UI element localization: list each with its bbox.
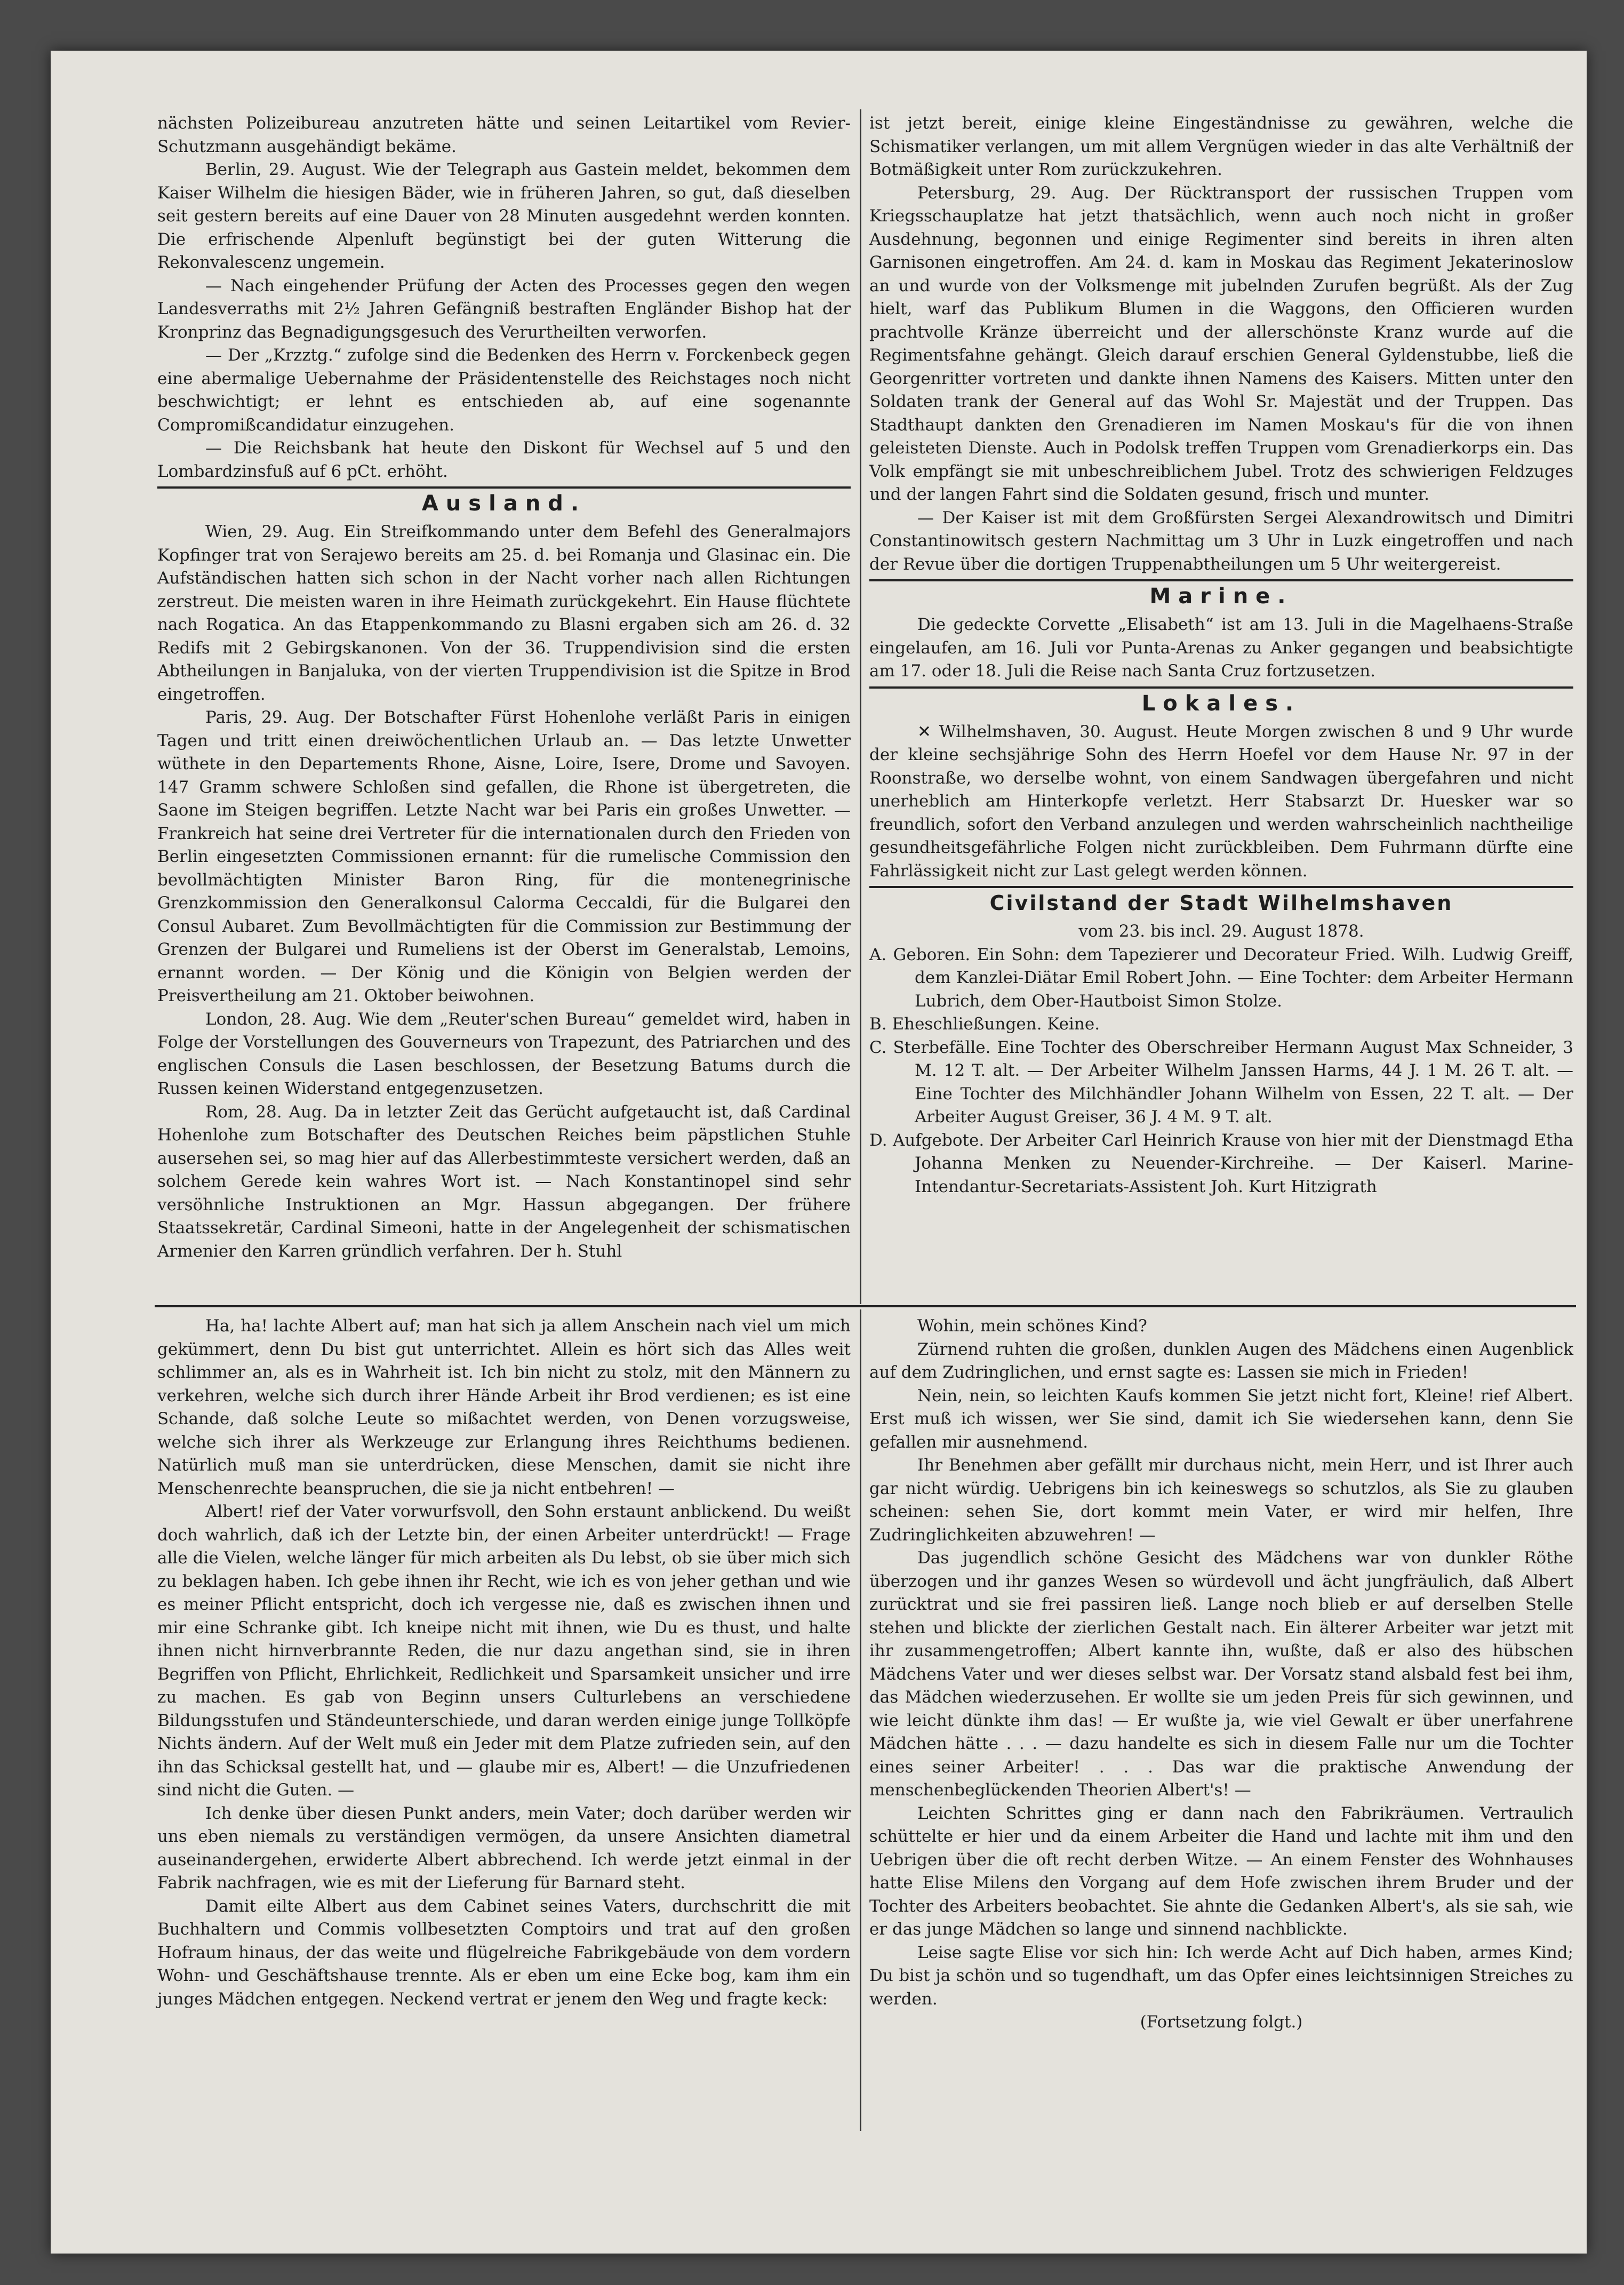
feuilleton-separator: [155, 1305, 1576, 1307]
news-kaiser-luzk: — Der Kaiser ist mit dem Großfürsten Sergei Alexandrowitsch und Dimitri Constantinowitsch gestern Nachmittag um 3 Uhr in Luzk eingetroffen und nach der Revue über die dortigen Truppenabtheilungen um 5 Uhr weitergereist.: [869, 508, 1573, 574]
news-london: London, 28. Aug. Wie dem „Reuter'schen Bureau“ gemeldet wird, haben in Folge der Vorstellungen des Gouverneurs von Trapezunt, des Patriarchen und des englischen Consuls die Lasen beschlossen, der Besetzung Batums durch die Russen keinen Widerstand entgegenzusetzen.: [157, 1009, 851, 1098]
news-paragraph: nächsten Polizeibureau anzutreten hätte und seinen Leitartikel vom Revier-Schutzmann ausgehändigt bekäme.: [157, 114, 851, 156]
story-paragraph: Albert! rief der Vater vorwurfsvoll, den Sohn erstaunt anblickend. Du weißt doch wahrlich, daß ich der Letzte bin, der einen Arbeiter unterdrückt! — Frage alle die Vielen, welche länger für mich arbeiten als Du lebst, ob sie über mich sich zu beklagen haben. Ich gebe ihnen ihr Recht, wie ich es von jeher gethan und wie es meiner Pflicht entspricht, doch ich vergesse nie, daß es zwischen ihnen und mir eine Schranke gibt. Ich kneipe nicht mit ihnen, wie Du es thust, und halte ihnen nicht hirnverbrannte Reden, die nur dazu angethan sind, sie in ihren Begriffen von Pflicht, Ehrlichkeit, Redlichkeit und Sparsamkeit unsicher und irre zu machen. Es gab von Beginn unsers Culturlebens an verschiedene Bildungsstufen und Ständeunterschiede, und daran werden einige junge Tollköpfe Nichts ändern. Auf der Welt muß ein Jeder mit dem Platze zufrieden sein, auf den ihn das Schicksal gestellt hat, und — glaube mir es, Albert! — die Unzufriedenen sind nicht die Guten. —: [157, 1502, 851, 1800]
civilstand-banns: D. Aufgebote. Der Arbeiter Carl Heinrich Krause von hier mit der Dienstmagd Etha Johanna Menken zu Neuender-Kirchreihe. — Der Kaiserl. Marine-Intendantur-Secretariats-Assistent Joh. Kurt Hitzigrath: [869, 1130, 1573, 1196]
newspaper-page: [51, 51, 1587, 2254]
news-petersburg: Petersburg, 29. Aug. Der Rücktransport der russischen Truppen vom Kriegsschauplatze hat jetzt thatsächlich, wenn auch noch nicht in großer Ausdehnung, begonnen und einige Regimenter sind bereits in ihren alten Garnisonen eingetroffen. Am 24. d. kam in Moskau das Regiment Jekaterinoslow an und wurde von der Volksmenge mit jubelnden Zurufen begrüßt. Als der Zug hielt, warf das Publikum Blumen in die Waggons, den Officieren wurden prachtvolle Kränze überreicht und der allerschönste Kranz wurde auf die Regimentsfahne gehängt. Gleich darauf erschien General Gyldenstubbe, ließ die Georgenritter vortreten und dankte ihnen Namens des Kaisers. Mitten unter den Soldaten trank der General auf das Wohl Sr. Majestät und der Truppen. Das Stadthaupt dankten den Grenadieren im Namen Moskau's für die von ihnen geleisteten Dienste. Auch in Podolsk treffen Truppen vom Grenadierkorps ein. Das Volk empfängt sie mit unbeschreiblichem Jubel. Trotz des schwierigen Feldzuges und der langen Fahrt sind die Soldaten gesund, frisch und munter.: [869, 183, 1573, 504]
news-berlin-bath: Berlin, 29. August. Wie der Telegraph aus Gastein meldet, bekommen dem Kaiser Wilhelm die hiesigen Bäder, wie in früheren Jahren, so gut, daß dieselben seit gestern bereits auf eine Dauer von 28 Minuten ausgedehnt werden konnten. Die erfrischende Alpenluft begünstigt bei der guten Witterung die Rekonvalescenz ungemein.: [157, 160, 851, 272]
news-wilhelmshaven: ✕ Wilhelmshaven, 30. August. Heute Morgen zwischen 8 und 9 Uhr wurde der kleine sechsjährige Sohn des Herrn Hoefel vor dem Hause Nr. 97 in der Roonstraße, wo derselbe wohnt, von einem Sandwagen übergefahren und nicht unerheblich am Hinterkopfe verletzt. Herr Stabsarzt Dr. Huesker war so freundlich, sofort den Verband anzulegen und werden wahrscheinlich nachtheilige gesundheitsgefährliche Folgen nicht zurückbleiben. Dem Fuhrmann dürfte eine Fahrlässigkeit nicht zur Last gelegt werden können.: [869, 722, 1573, 881]
section-heading-ausland: Ausland.: [157, 486, 851, 518]
section-heading-marine: Marine.: [869, 579, 1573, 611]
column-divider-top: [860, 109, 861, 1304]
civilstand-dates: vom 23. bis incl. 29. August 1878.: [1078, 922, 1364, 941]
story-paragraph: Damit eilte Albert aus dem Cabinet seines Vaters, durchschritt die mit Buchhaltern und Commis vollbesetzten Comptoirs und trat auf den großen Hofraum hinaus, der das weite und flügelreiche Fabrikgebäude von dem vordern Wohn- und Geschäftshause trennte. Als er eben um eine Ecke bog, kam ihm ein junges Mädchen entgegen. Neckend vertrat er jenem den Weg und fragte keck:: [157, 1896, 851, 2009]
story-paragraph: Leichten Schrittes ging er dann nach den Fabrikräumen. Vertraulich schüttelte er hier und da einem Arbeiter die Hand und lachte mit ihm und den Uebrigen über die oft recht derben Witze. — An einem Fenster des Wohnhauses hatte Elise Milens den Vorgang auf dem Hofe zwischen ihrem Bruder und der Tochter des Arbeiters beobachtet. Sie ahnte die Gedanken Albert's, als sie sah, wie er das junge Mädchen so lange und sinnend nachblickte.: [869, 1803, 1573, 1939]
story-paragraph: Zürnend ruhten die großen, dunklen Augen des Mädchens einen Augenblick auf dem Zudringlichen, und ernst sagte es: Lassen sie mich in Frieden!: [869, 1339, 1573, 1382]
feuilleton-column-right: [869, 1315, 1573, 2034]
news-paris: Paris, 29. Aug. Der Botschafter Fürst Hohenlohe verläßt Paris in einigen Tagen und tritt einen dreiwöchentlichen Urlaub an. — Das letzte Unwetter wüthete in den Departements Rhone, Aisne, Loire, Isere, Drome und Savoyen. 147 Gramm schwere Schloßen sind gefallen, die Rhone ist übergetreten, die Saone im Steigen begriffen. Letzte Nacht war bei Paris ein großes Unwetter. — Frankreich hat seine drei Vertreter für die internationalen durch den Frieden von Berlin eingesetzten Commissionen ernannt: für die rumelische Commission den bevollmächtigten Minister Baron Ring, für die montenegrinische Grenzkommission den Generalkonsul Calorma Ceccaldi, für die Bulgarei den Consul Aubaret. Zum Bevollmächtigten für die Commission zur Bestimmung der Grenzen der Bulgarei und Rumeliens ist der Oberst im Generalstab, Lemoins, ernannt worden. — Der König und die Königin von Belgien werden der Preisvertheilung am 21. Oktober beiwohnen.: [157, 708, 851, 1005]
news-column-left: [157, 112, 851, 1263]
news-column-right: [869, 112, 1573, 1199]
column-divider-bottom: [860, 1309, 861, 2131]
news-reichsbank: — Die Reichsbank hat heute den Diskont für Wechsel auf 5 und den Lombardzinsfuß auf 6 pCt. erhöht.: [157, 438, 851, 481]
section-heading-civilstand: Civilstand der Stadt Wilhelmshaven: [869, 886, 1573, 918]
story-paragraph: Ich denke über diesen Punkt anders, mein Vater; doch darüber werden wir uns eben niemals zu verständigen vermögen, da unsere Ansichten diametral auseinandergehen, erwiderte Albert abbrechend. Ich werde jetzt einmal in der Fabrik nachfragen, wie es mit der Lieferung für Barnard steht.: [157, 1803, 851, 1892]
continuation-note: (Fortsetzung folgt.): [1140, 2012, 1303, 2032]
story-paragraph: Das jugendlich schöne Gesicht des Mädchens war von dunkler Röthe überzogen und ihr ganzes Wesen so würdevoll und ächt jungfräulich, daß Albert zurücktrat und sie frei passiren ließ. Lange noch blieb er auf derselben Stelle stehen und blickte der zierlichen Gestalt nach. Ein älterer Arbeiter war jetzt mit ihr zusammengetroffen; Albert kannte ihn, wußte, daß er also des hübschen Mädchens Vater und wer dieses selbst war. Der Vorsatz stand alsbald fest bei ihm, das Mädchen wiederzusehen. Er wollte sie um jeden Preis für sich gewinnen, und wie leicht dünkte ihm das! — Er wußte ja, wie viel Gewalt er über unerfahrene Mädchen hätte . . . — dazu handelte es sich in diesem Falle nur um die Tochter eines seiner Arbeiter! . . . Das war die praktische Anwendung der menschenbeglückenden Theorien Albert's! —: [869, 1548, 1573, 1800]
section-heading-lokales: Lokales.: [869, 686, 1573, 718]
news-wien: Wien, 29. Aug. Ein Streifkommando unter dem Befehl des Generalmajors Kopfinger trat von Serajewo bereits am 25. d. bei Romanja und Glasinac ein. Die Aufständischen hatten sich schon in der Nacht vorher nach allen Richtungen zerstreut. Die meisten waren in ihre Heimath zurückgekehrt. Ein Hause flüchtete nach Rogatica. An das Etappenkommando zu Blasni ergaben sich am 26. d. 32 Redifs mit 2 Gebirgskanonen. Von der 36. Truppendivision sind die ersten Abtheilungen in Banjaluka, von der vierten Truppendivision ist die Spitze in Brod eingetroffen.: [157, 522, 851, 704]
story-paragraph: Nein, nein, so leichten Kaufs kommen Sie jetzt nicht fort, Kleine! rief Albert. Erst muß ich wissen, wer Sie sind, damit ich Sie wiedersehen kann, denn Sie gefallen mir ausnehmend.: [869, 1386, 1573, 1452]
news-berlin-bishop: — Nach eingehender Prüfung der Acten des Processes gegen den wegen Landesverraths mit 2½ Jahren Gefängniß bestraften Engländer Bishop hat der Kronprinz das Begnadigungsgesuch des Verurtheilten verworfen.: [157, 276, 851, 342]
feuilleton-column-left: [157, 1315, 851, 2011]
story-paragraph: Leise sagte Elise vor sich hin: Ich werde Acht auf Dich haben, armes Kind; Du bist ja schön und so tugendhaft, um das Opfer eines leichtsinnigen Streiches zu werden.: [869, 1943, 1573, 2009]
news-paragraph: ist jetzt bereit, einige kleine Eingeständnisse zu gewähren, welche die Schismatiker verlangen, um mit allem Vergnügen wieder in das alte Verhältniß der Botmäßigkeit unter Rom zurückzukehren.: [869, 114, 1573, 179]
story-paragraph: Wohin, mein schönes Kind?: [917, 1316, 1147, 1336]
story-paragraph: Ha, ha! lachte Albert auf; man hat sich ja allem Anschein nach viel um mich gekümmert, denn Du bist gut unterrichtet. Allein es hört sich das Alles weit schlimmer an, als es in Wahrheit ist. Ich bin nicht zu stolz, mit den Männern zu verkehren, welche sich durch ihrer Hände Arbeit ihr Brod verdienen; es ist eine Schande, daß solche Leute so mißachtet werden, von Denen vorzugsweise, welche sich ihrer als Werkzeuge zur Erlangung ihres Reichthums bedienen. Natürlich muß man sie unterdrücken, diese Menschen, damit sie nicht ihre Menschenrechte beanspruchen, die sie ja nicht entbehren! —: [157, 1316, 851, 1498]
civilstand-marriages: B. Eheschließungen. Keine.: [869, 1014, 1100, 1034]
civilstand-births: A. Geboren. Ein Sohn: dem Tapezierer und Decorateur Fried. Wilh. Ludwig Greiff, dem Kanzlei-Diätar Emil Robert John. — Eine Tochter: dem Arbeiter Hermann Lubrich, dem Ober-Hautboist Simon Stolze.: [869, 945, 1573, 1011]
civilstand-deaths: C. Sterbefälle. Eine Tochter des Oberschreiber Hermann August Max Schneider, 3 M. 12 T. alt. — Der Arbeiter Wilhelm Janssen Harms, 44 J. 1 M. 26 T. alt. — Eine Tochter des Milchhändler Johann Wilhelm von Essen, 22 T. alt. — Der Arbeiter August Greiser, 36 J. 4 M. 9 T. alt.: [869, 1037, 1573, 1126]
news-berlin-forckenbeck: — Der „Krzztg.“ zufolge sind die Bedenken des Herrn v. Forckenbeck gegen eine abermalige Uebernahme der Präsidentenstelle des Reichstages noch nicht beschwichtigt; er lehnt es entschieden ab, auf eine sogenannte Compromißcandidatur einzugehen.: [157, 346, 851, 435]
news-marine-corvette: Die gedeckte Corvette „Elisabeth“ ist am 13. Juli in die Magelhaens-Straße eingelaufen, am 16. Juli vor Punta-Arenas zu Anker gegangen und beabsichtigte am 17. oder 18. Juli die Reise nach Santa Cruz fortzusetzen.: [869, 615, 1573, 681]
news-rom: Rom, 28. Aug. Da in letzter Zeit das Gerücht aufgetaucht ist, daß Cardinal Hohenlohe zum Botschafter des Deutschen Reiches beim päpstlichen Stuhle ausersehen sei, so mag hier auf das Allerbestimmteste versichert werden, daß an solchem Gerede kein wahres Wort ist. — Nach Konstantinopel sind sehr versöhnliche Instruktionen an Mgr. Hassun abgegangen. Der frühere Staatssekretär, Cardinal Simeoni, hatte in der Angelegenheit der schismatischen Armenier den Karren gründlich verfahren. Der h. Stuhl: [157, 1102, 851, 1261]
story-paragraph: Ihr Benehmen aber gefällt mir durchaus nicht, mein Herr, und ist Ihrer auch gar nicht würdig. Uebrigens bin ich keineswegs so schutzlos, als Sie zu glauben scheinen: sehen Sie, dort kommt mein Vater, er wird mir helfen, Ihre Zudringlichkeiten abzuwehren! —: [869, 1456, 1573, 1545]
